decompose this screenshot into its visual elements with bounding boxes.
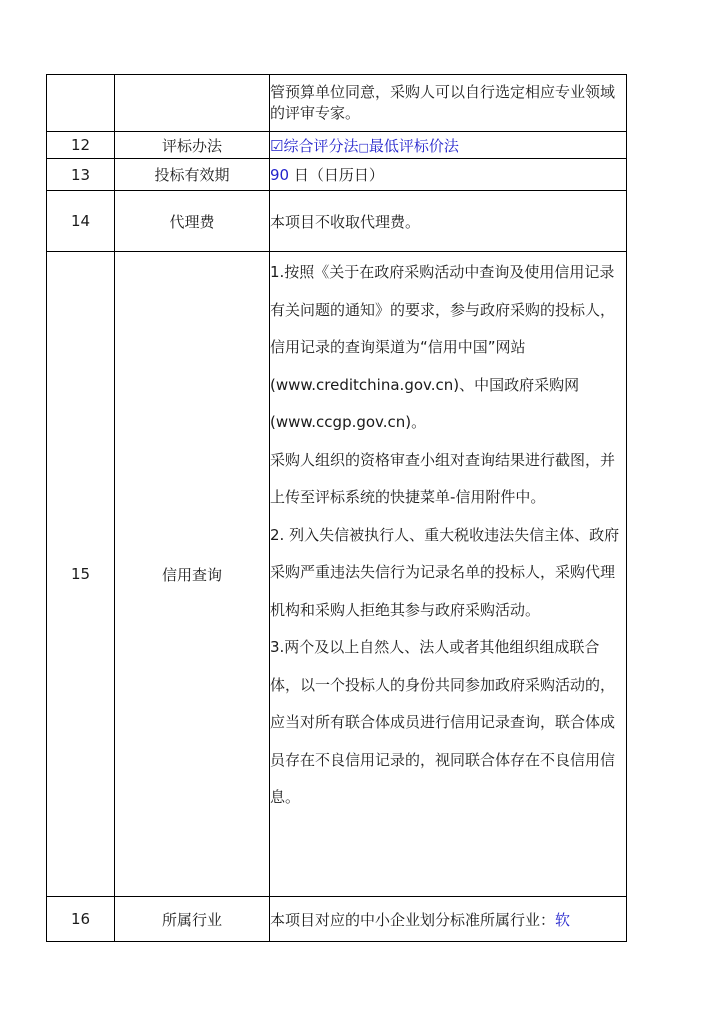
- industry-text: 本项目对应的中小企业划分标准所属行业：: [270, 910, 556, 929]
- table-row: [47, 159, 627, 191]
- credit-inquiry-content: [270, 252, 627, 897]
- table-row: [47, 897, 627, 942]
- table-row: [47, 191, 627, 252]
- option-lowest-price: 最低评标价法: [368, 136, 459, 155]
- paragraph: 1.按照《关于在政府采购活动中查询及使用信用记录有关问题的通知》的要求，参与政府采购的投标人，信用记录的查询渠道为“信用中国”网站(www.creditchina.gov.cn)、中国政府采购网(www.ccgp.gov.cn)。: [270, 263, 616, 431]
- table-row: [47, 252, 627, 897]
- row-content: 管预算单位同意，采购人可以自行选定相应专业领域的评审专家。: [270, 75, 627, 132]
- paragraph: 采购人组织的资格审查小组对查询结果进行截图，并上传至评标系统的快捷菜单-信用附件中。: [270, 450, 616, 506]
- procurement-spec-table: [46, 74, 627, 942]
- row-number: [47, 75, 115, 132]
- row-number: 12: [47, 132, 115, 159]
- validity-days-value: 90: [270, 166, 290, 184]
- row-number: 13: [47, 159, 115, 191]
- row-number: 15: [47, 252, 115, 897]
- unchecked-checkbox-icon[interactable]: □: [358, 140, 369, 154]
- industry-content: [270, 897, 627, 942]
- row-content: 本项目不收取代理费。: [270, 191, 627, 252]
- validity-period: [270, 159, 627, 191]
- industry-value: 软: [555, 910, 571, 929]
- row-item: 信用查询: [115, 252, 270, 897]
- validity-days-unit: 日（日历日）: [289, 166, 384, 184]
- paragraph: 3.两个及以上自然人、法人或者其他组织组成联合体，以一个投标人的身份共同参加政府采购活动的，应当对所有联合体成员进行信用记录查询，联合体成员存在不良信用记录的，视同联合体存在不良信用信息。: [270, 638, 616, 806]
- row-item: 代理费: [115, 191, 270, 252]
- checked-checkbox-icon[interactable]: ☑: [270, 136, 284, 155]
- option-comprehensive-scoring: 综合评分法: [283, 136, 359, 155]
- row-item: 投标有效期: [115, 159, 270, 191]
- table-row: [47, 132, 627, 159]
- paragraph: 2. 列入失信被执行人、重大税收违法失信主体、政府采购严重违法失信行为记录名单的投标人，采购代理机构和采购人拒绝其参与政府采购活动。: [270, 525, 620, 619]
- evaluation-method-options: [270, 132, 627, 159]
- row-item: [115, 75, 270, 132]
- row-item: 所属行业: [115, 897, 270, 942]
- row-number: 14: [47, 191, 115, 252]
- row-item: 评标办法: [115, 132, 270, 159]
- table-row: [47, 75, 627, 132]
- row-number: 16: [47, 897, 115, 942]
